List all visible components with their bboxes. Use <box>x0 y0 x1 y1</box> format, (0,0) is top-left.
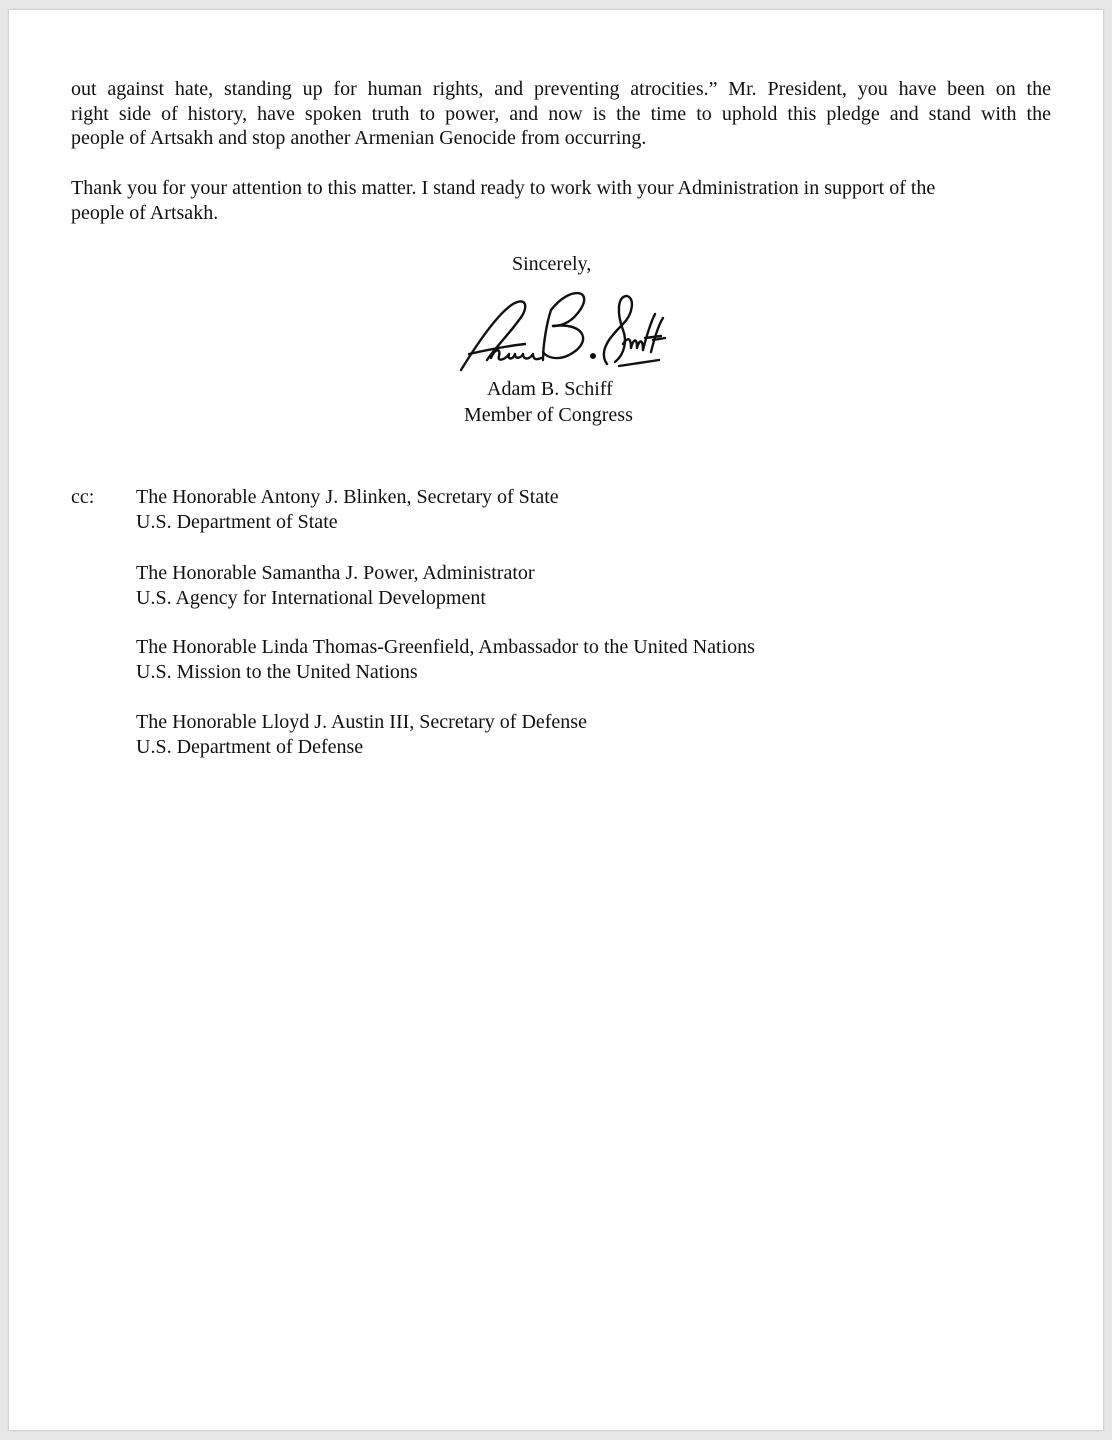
cc-recipient-org: U.S. Department of State <box>136 510 338 533</box>
paragraph-line: people of Artsakh. <box>71 201 219 224</box>
cc-recipient-name: The Honorable Linda Thomas-Greenfield, Ambassador to the United Nations <box>136 636 755 658</box>
cc-entry-secretary-of-defense <box>136 710 587 759</box>
closing-salutation: Sincerely, <box>512 253 592 275</box>
paragraph-closing-argument <box>71 77 1051 151</box>
cc-label: cc: <box>71 486 95 508</box>
paragraph-thank-you <box>71 176 1051 225</box>
paragraph-line: right side of history, have spoken truth to power, and now is the time to uphold this pledge and stand with the <box>71 102 1051 125</box>
cc-entry-secretary-of-state <box>136 485 559 534</box>
cc-recipient-org: U.S. Department of Defense <box>136 735 364 758</box>
cc-recipient-name: The Honorable Lloyd J. Austin III, Secretary of Defense <box>136 711 587 733</box>
paragraph-line: out against hate, standing up for human rights, and preventing atrocities.” Mr. President, you have been on the <box>71 78 1051 100</box>
letter-page <box>9 10 1103 1430</box>
cc-entry-un-ambassador <box>136 635 755 684</box>
signer-name: Adam B. Schiff <box>487 378 613 400</box>
cc-recipient-name: The Honorable Samantha J. Power, Administrator <box>136 562 535 584</box>
cc-entry-usaid-administrator <box>136 561 535 610</box>
handwritten-signature <box>447 274 667 374</box>
cc-recipient-name: The Honorable Antony J. Blinken, Secretary of State <box>136 486 559 508</box>
cc-recipient-org: U.S. Mission to the United Nations <box>136 660 418 683</box>
signer-title: Member of Congress <box>464 404 633 426</box>
cc-recipient-org: U.S. Agency for International Development <box>136 586 486 609</box>
paragraph-line: Thank you for your attention to this matter. I stand ready to work with your Administration in support of the <box>71 177 936 199</box>
paragraph-line: people of Artsakh and stop another Armenian Genocide from occurring. <box>71 127 647 149</box>
